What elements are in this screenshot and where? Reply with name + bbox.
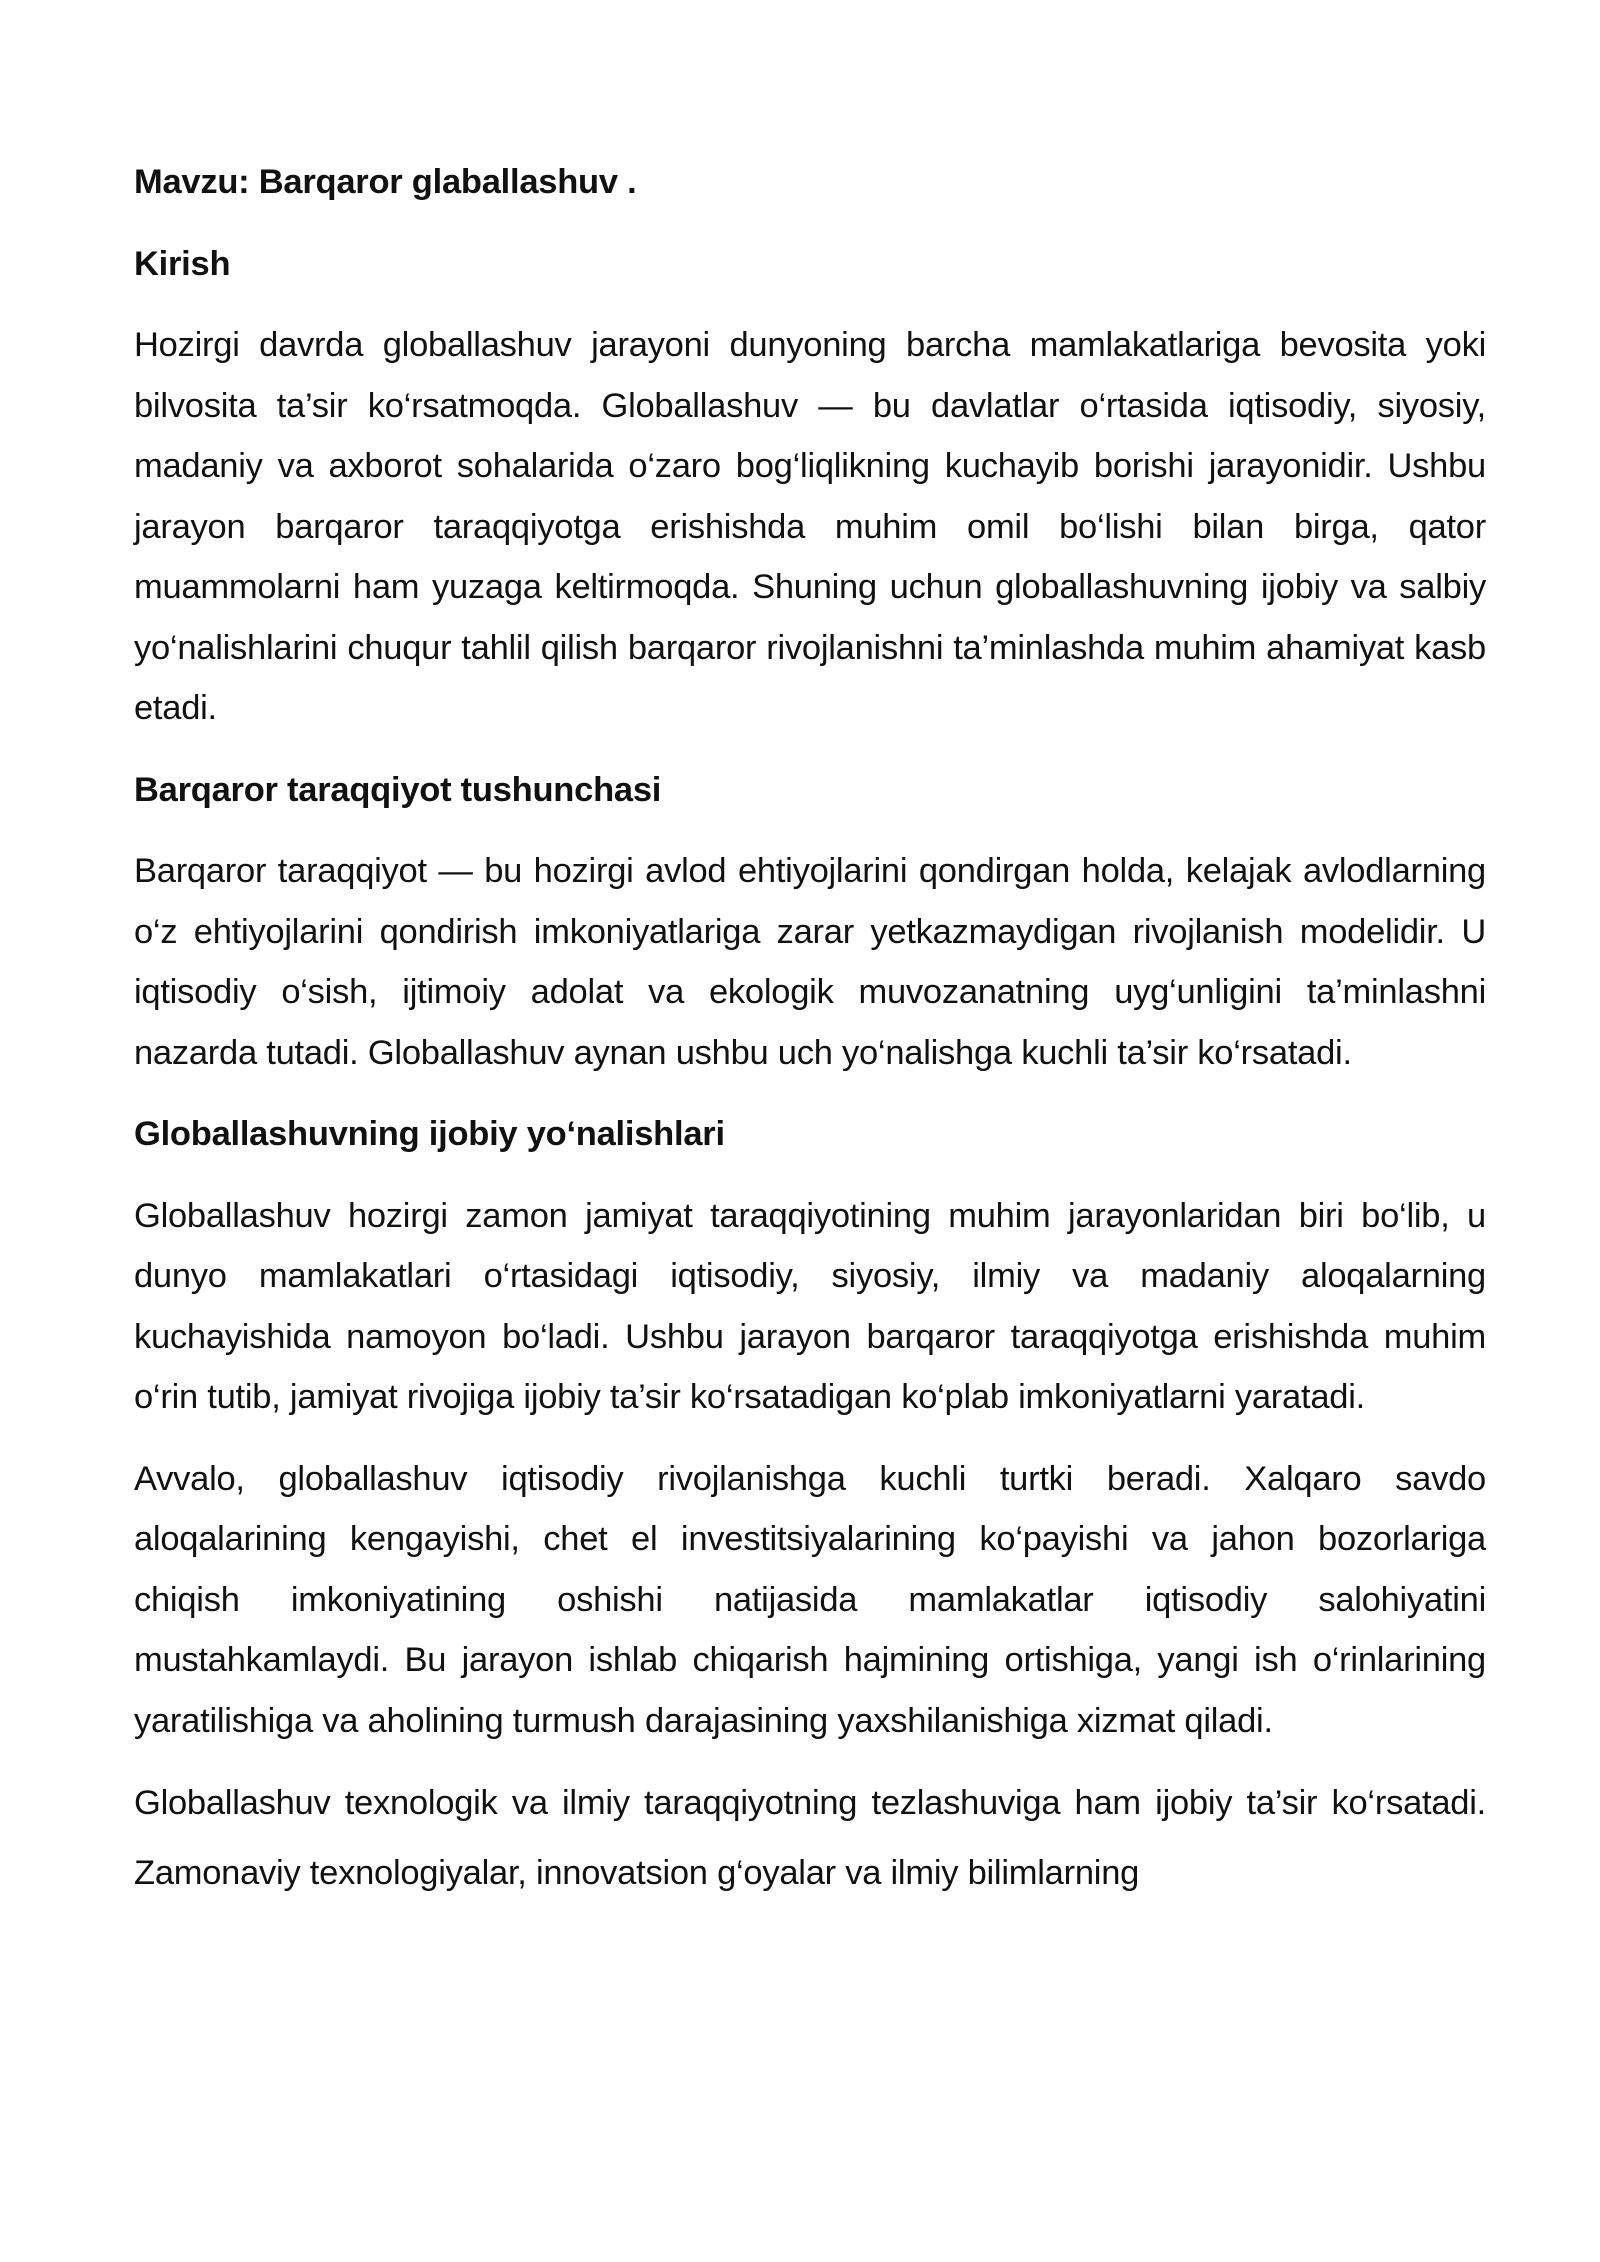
document-body <box>134 152 1486 1929</box>
section-heading-positive-directions: Globallashuvning ijobiy yo‘nalishlari <box>134 1115 725 1153</box>
paragraph-introduction: Hozirgi davrda globallashuv jarayoni dunyoning barcha mamlakatlariga bevosita yoki bilvosita ta’sir ko‘rsatmoqda. Globallashuv — bu davlatlar o‘rtasida iqtisodiy, siyosiy, madaniy va axborot sohalarida o‘zaro bog‘liqlikning kuchayib borishi jarayonidir. Ushbu jarayon barqaror taraqqiyotga erishishda muhim omil bo‘lishi bilan birga, qator muammolarni ham yuzaga keltirmoqda. Shuning uchun globallashuvning ijobiy va salbiy yo‘nalishlarini chuqur tahlil qilish barqaror rivojlanishni ta’minlashda muhim ahamiyat kasb etadi. <box>134 326 1486 727</box>
paragraph-positive-directions-1: Globallashuv hozirgi zamon jamiyat taraqqiyotining muhim jarayonlaridan biri bo‘lib, u dunyo mamlakatlari o‘rtasidagi iqtisodiy, siyosiy, ilmiy va madaniy aloqalarning kuchayishida namoyon bo‘ladi. Ushbu jarayon barqaror taraqqiyotga erishishda muhim o‘rin tutib, jamiyat rivojiga ijobiy ta’sir ko‘rsatadigan ko‘plab imkoniyatlarni yaratadi. <box>134 1196 1486 1416</box>
section-heading-introduction: Kirish <box>134 244 231 283</box>
paragraph-sustainable-development: Barqaror taraqqiyot — bu hozirgi avlod ehtiyojlarini qondirgan holda, kelajak avlodlarning o‘z ehtiyojlarini qondirish imkoniyatlariga zarar yetkazmaydigan rivojlanish modelidir. U iqtisodiy o‘sish, ijtimoiy adolat va ekologik muvozanatning uyg‘unligini ta’minlashni nazarda tutadi. Globallashuv aynan ushbu uch yo‘nalishga kuchli ta’sir ko‘rsatadi. <box>134 852 1486 1072</box>
topic-title: Mavzu: Barqaror glaballashuv . <box>134 163 637 201</box>
paragraph-positive-directions-3: Globallashuv texnologik va ilmiy taraqqiyotning tezlashuviga ham ijobiy ta’sir ko‘rsatadi. Zamonaviy texnologiyalar, innovatsion g‘oyalar va ilmiy bilimlarning <box>134 1784 1486 1892</box>
section-heading-sustainable-development: Barqaror taraqqiyot tushunchasi <box>134 770 662 809</box>
paragraph-positive-directions-2: Avvalo, globallashuv iqtisodiy rivojlanishga kuchli turtki beradi. Xalqaro savdo aloqalarining kengayishi, chet el investitsiyalarining ko‘payishi va jahon bozorlariga chiqish imkoniyatining oshishi natijasida mamlakatlar iqtisodiy salohiyatini mustahkamlaydi. Bu jarayon ishlab chiqarish hajmining ortishiga, yangi ish o‘rinlarining yaratilishiga va aholining turmush darajasining yaxshilanishiga xizmat qiladi. <box>134 1459 1486 1740</box>
